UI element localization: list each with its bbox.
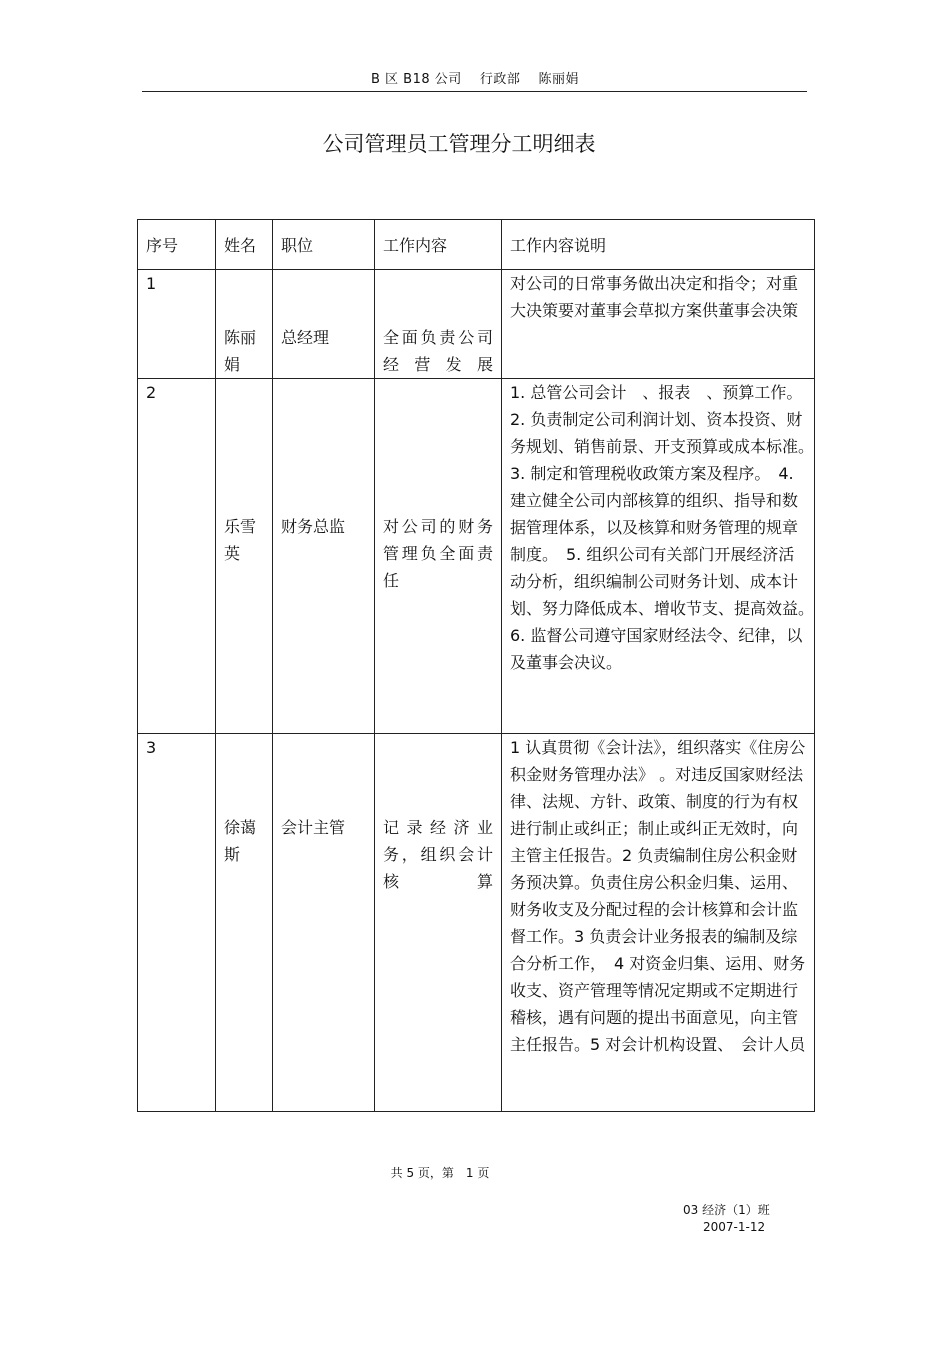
row-position: 会计主管 [273, 734, 375, 1112]
row-desc: 1. 总管公司会计 、报表 、预算工作。 2. 负责制定公司利润计划、资本投资、财务规划、销售前景、开支预算或成本标准。 3. 制定和管理税收政策方案及程序。 4. 建立健全公司内部核算的组织、指导和数据管理体系，以及核算和财务管理的规章制度。 5. 组织公司有关部门开展经济活动分析，组织编制公司财务计划、成本计划、努力降低成本、增收节支、提高效益。 6. 监督公司遵守国家财经法令、纪律，以及董事会决议。 [502, 379, 815, 734]
row-name: 徐蔼斯 [216, 734, 273, 1112]
header-desc: 工作内容说明 [502, 220, 815, 270]
row-num: 1 [138, 270, 216, 379]
row-desc: 对公司的日常事务做出决定和指令；对重大决策要对董事会草拟方案供董事会决策 [502, 270, 815, 379]
header-divider [142, 91, 807, 92]
header-position: 职位 [273, 220, 375, 270]
row-desc: 1 认真贯彻《会计法》，组织落实《住房公积金财务管理办法》 。对违反国家财经法律、法规、方针、政策、制度的行为有权进行制止或纠正；制止或纠正无效时，向主管主任报告。2 负责编制住房公积金财务预决算。负责住房公积金归集、运用、财务收支及分配过程的会计核算和会计监督工作。3 负责会计业务报表的编制及综合分析工作， 4 对资金归集、运用、财务收支、资产管理等情况定期或不定期进行稽核，遇有问题的提出书面意见，向主管主任报告。5 对会计机构设置、 会计人员 [502, 734, 815, 1112]
row-position: 总经理 [273, 270, 375, 379]
footer-date: 2007-1-12 [703, 1220, 766, 1234]
header-duty: 工作内容 [375, 220, 502, 270]
row-position: 财务总监 [273, 379, 375, 734]
footer-class-name: 03 经济（1）班 [683, 1203, 770, 1217]
row-duty: 对公司的财务管理负全面责任 [375, 379, 502, 734]
row-num: 3 [138, 734, 216, 1112]
row-name: 乐雪英 [216, 379, 273, 734]
table-row [138, 379, 815, 734]
table-row [138, 734, 815, 1112]
table-row [138, 270, 815, 379]
row-duty: 记录经济业务，组织会计核算 [375, 734, 502, 1112]
row-duty: 全面负责公司经营发展 [375, 270, 502, 379]
header-name: 姓名 [216, 220, 273, 270]
document-title: 公司管理员工管理分工明细表 [322, 132, 596, 156]
header-num: 序号 [138, 220, 216, 270]
row-num: 2 [138, 379, 216, 734]
footer-page-info: 共 5 页，第 1 页 [390, 1166, 490, 1180]
staff-division-table [137, 219, 823, 1112]
page-header-text: B 区 B18 公司 行政部 陈丽娟 [370, 72, 580, 87]
row-name: 陈丽娟 [216, 270, 273, 379]
table-header-row [138, 220, 815, 270]
